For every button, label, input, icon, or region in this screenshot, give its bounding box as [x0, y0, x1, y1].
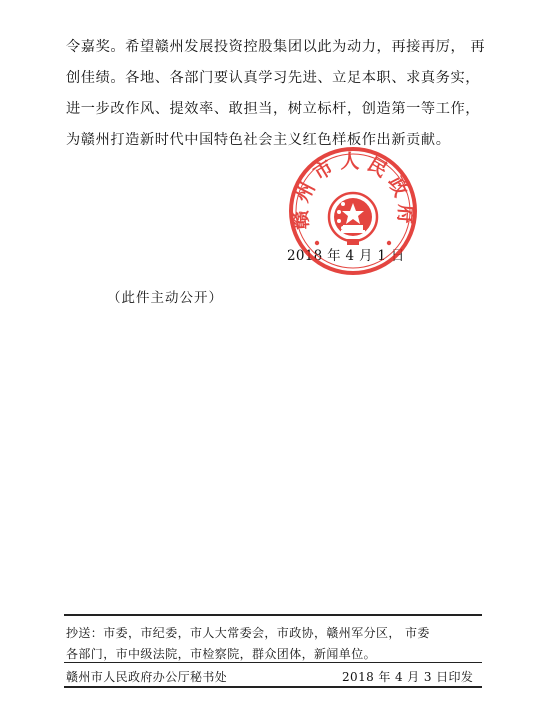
cc-line-2: 各部门，市中级法院，市检察院，群众团体，新闻单位。	[66, 647, 377, 661]
cc-line-1: 抄送：市委，市纪委，市人大常委会，市政协，赣州军分区， 市委	[66, 626, 430, 640]
body-text-line-1: 令嘉奖。希望赣州发展投资控股集团以此为动力，再接再厉， 再	[66, 39, 486, 55]
footer-top-rule	[64, 614, 482, 616]
signature-date: 2018 年 4 月 1 日	[287, 248, 405, 264]
footer-bottom-rule	[64, 686, 482, 688]
body-text-line-3: 进一步改作风、提效率、敢担当，树立标杆，创造第一等工作，	[66, 101, 481, 117]
issue-date: 2018 年 4 月 3 日印发	[342, 670, 474, 684]
body-text-line-4: 为赣州打造新时代中国特色社会主义红色样板作出新贡献。	[66, 132, 451, 148]
seal-text: 赣州市人民政府	[289, 150, 417, 231]
public-release-note: （此件主动公开）	[107, 290, 223, 306]
body-text-line-2: 创佳绩。各地、各部门要认真学习先进、立足本职、求真务实，	[66, 70, 481, 86]
official-seal-icon	[287, 145, 419, 277]
issuer-name: 赣州市人民政府办公厅秘书处	[66, 670, 228, 684]
footer-middle-rule	[64, 662, 482, 663]
